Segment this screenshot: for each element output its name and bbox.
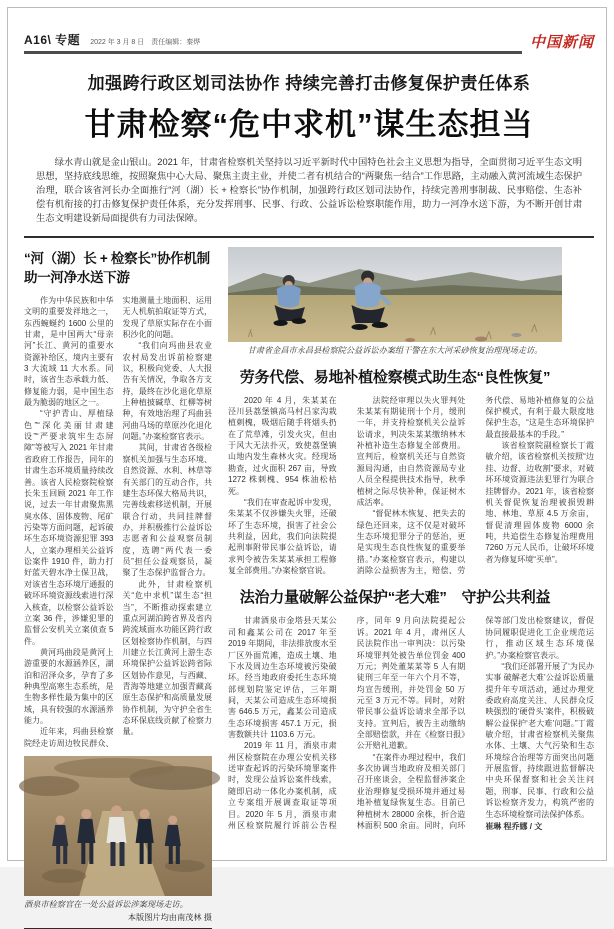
paragraph: 该省检察院副检察长丁霞敏介绍，该省检察机关按照“边挂、边督、边收割”要求，对破坏环境资源违法犯罪行为联合挂牌督办。2021 年，该省检察机关督促恢复治理被损毁耕地、林地、草原 4.5 万余亩，督促清理固体废物 6000 余吨，共追偿生态修复治理费用 7260 万元人民币，让破坏环境者为修复环境“买单”。 bbox=[485, 441, 594, 564]
article-river-chief bbox=[24, 247, 212, 929]
paragraph: “我们在审查起诉中发现，朱某某不仅涉嫌失火罪，还破坏了生态环境，损害了社会公共利益，因此，我们向法院提起刑事附带民事公益诉讼，请求判令被告朱某某承担工程修复全部费用。”办案检察官说。 bbox=[228, 497, 337, 576]
lead-paragraph: 绿水青山就是金山银山。2021 年，甘肃省检察机关坚持以习近平新时代中国特色社会主义思想为指导，全面贯彻习近平生态文明思想，坚持底线思维，按照聚焦中心大局、聚焦主责主业，并使二者有机结合的“两聚焦一结合”工作思路，主动融入黄河流域生态保护治理，联合该省河长办全面推行“河（湖）长 + 检察长”协作机制，加强跨行政区划司法协作，持续完善刑事制裁、民事赔偿、生态补偿有机衔接的打击修复保护责任体系，充分发挥刑事、民事、行政、公益诉讼检察职能作用，助力一河净水送下游，为不断开创甘肃生态文明建设新局面提供有力司法保障。 bbox=[36, 157, 582, 223]
paragraph: “我们向玛曲县农业农村局发出诉前检察建议，积极向党委、人大报告有关情况，争取各方支持，最终在沙化退化草原上种植披碱草、红柳等树种，有效地治理了玛曲县河曲马场的草原沙化退化问题。”办案检察官表示。 bbox=[122, 341, 212, 442]
paragraph: 法院经审理以失火罪判处朱某某有期徒刑十个月，缓刑一年，并支持检察机关公益诉讼请求，判决朱某某缴纳林木补植补造生态修复全部费用。宣判后，检察机关还与自然资源局沟通，由自然资源局专业人员全程提供技术指导，秋季植树之际尽快补种，保证树木成活率。 bbox=[356, 395, 466, 507]
paragraph: 此外，甘肃检察机关“危中求机”谋生态“担当”，不断推动探索建立重点河湖泊跨省界及省内跨流域面水功能区跨行政区划检察协作机制，与四川建立长江黄河上游生态环境保护公益诉讼跨省际区划协作意见，与西藏、青海等地建立加强青藏高原生态保护和高质量发展协作机制，为守护全省生态环保底线贡献了检察力量。 bbox=[122, 579, 212, 737]
paragraph: “督促林木恢复、把失去的绿色还回来，这不仅是对破坏生态环境犯罪分子的惩治，更是实现生态良性恢复的重要举措。”办案检察官表示，构建以消除公益损害为主，赔偿、劳务代偿、易地补植修复的公益保护模式，有利于最大限度地保护生态，“这是生态环境保护最直接最基本的手段。” bbox=[356, 395, 594, 576]
paragraph: 其间，甘肃省各级检察机关加强与生态环境、自然资源、水利、林草等有关部门的互动合作，共建生态环保大格局共识，完善线索移送机制，开展联合行动，共同挂牌督办，并积极推行公益诉讼志愿者和公益观察员制度，选聘“两代表一委员”担任公益观察员，凝聚了生态保护监督合力。 bbox=[122, 443, 212, 578]
photo-prosecutors-field-image bbox=[228, 247, 562, 342]
photo-credit: 本版图片均由南茂林 摄 bbox=[127, 913, 212, 923]
main-headline: 甘肃检察“危中求机”谋生态担当 bbox=[84, 107, 534, 142]
article3-body bbox=[228, 615, 594, 832]
masthead-rule bbox=[24, 31, 522, 54]
paragraph: “我们还部署开展了‘为民办实事 破解老大难’公益诉讼质量提升年专项活动，通过办理党委政府高度关注、人民群众反映强烈的‘硬骨头’案件，积极破解公益保护‘老大难’问题。”丁霞敏介绍，甘肃省检察机关聚焦水体、土壤、大气污染和生态环境综合治理等方面突出问题开展监督，持续跟进监督解决中央环保督察和社会关注问题，刑事、民事、行政和公益诉讼检察齐发力，构筑严密的生态环境检察司法保护体系。 bbox=[485, 661, 594, 819]
date-editor: 2022 年 3 月 8 日 责任编辑：秦烨 bbox=[90, 39, 201, 46]
article2-body bbox=[228, 395, 594, 577]
article1-body bbox=[24, 295, 212, 749]
photo-prosecutors-walking-image bbox=[24, 756, 212, 896]
edition-label: A16\ 专题 bbox=[24, 33, 81, 47]
photo-prosecutors-walking bbox=[24, 756, 212, 896]
paragraph: 近年来，玛曲县检察院经走访周边牧民群众、实地测量土地面积、运用无人机航拍取证等方式，发现了草原实际存在小面积沙化的问题。 bbox=[24, 295, 212, 748]
paragraph: 甘肃酒泉市金塔县天某公司和鑫某公司在 2017 年至 2019 年期间，非法排放废水至厂区外面荒滩，造成土壤、地下水及周边生态环境被污染破坏。经当地政府委托生态环境部规划院鉴定评估，三年期间，天某公司造成生态环境损害 646.5 万元，鑫某公司造成生态环境损害 457.1 万元，损害数额共计 1103.6 万元。 bbox=[228, 616, 337, 740]
article1-headline bbox=[24, 249, 212, 288]
photo-prosecutors-field bbox=[228, 247, 562, 342]
masthead-logo: 中国新闻 bbox=[530, 35, 595, 51]
article1-headline-line2: 助一河净水送下游 bbox=[24, 270, 130, 286]
paragraph: “在案件办理过程中，我们多次协调当地政府及相关部门召开座谈会，全程监督涉案企业治理修复受损环境并通过易地补植复绿恢复生态。目前已种植树木 28000 余株，折合造林面积 500 余亩。同时，向环保等部门发出检察建议，督促协同履职促进化工企业规范运行，推动区域生态环境保护。”办案检察官表示。 bbox=[356, 616, 594, 830]
paragraph: 黄河玛曲段是黄河上游重要的水源涵养区，湖泊和沼泽众多，孕育了多种典型高寒生态系统，是生物多样性最为集中的区域，具有较强的水源涵养能力。 bbox=[24, 647, 114, 726]
masthead bbox=[24, 31, 594, 54]
article2-headline: 劳务代偿、易地补植检察模式助生态“良性恢复” bbox=[239, 368, 551, 386]
right-region bbox=[228, 247, 594, 929]
article1-headline-line1: “河（湖）长 + 检察长”协作机制 bbox=[24, 250, 210, 266]
paragraph: 作为中华民族和中华文明的重要发祥地之一，东西蜿蜒约 1600 公里的甘肃，是中国两大“母亲河”长江、黄河的重要水资源补给区，境内主要有 3 大流域 11 大水系。同时，该省生态承载力低、修复能力弱，是中国生态最为脆弱的地区之一。 bbox=[24, 295, 114, 408]
paragraph: “守护青山、厚植绿色”“深化美丽甘肃建设”“严要求筑牢生态屏障”等被写入 2021 年甘肃省政府工作报告，同年的甘肃生态环境质量持续改善。该省人民检察院检察长朱玉回顾 2021 年工作说，过去一年甘肃聚焦黑臭水体、固体废物、尾矿污染等方面问题，起诉破坏生态环境资源犯罪 393 人，立案办理相关公益诉讼案件 1910 件，助力打好蓝天碧水净土保卫战，对该省生态环境厅通报的破坏环境资源线索进行深入核查，以检察公益诉讼立案 36 件，涉嫌犯罪的监督公安机关立案侦查 5 件。 bbox=[24, 409, 114, 646]
article3-headline: 法治力量破解公益保护“老大难” 守护公共利益 bbox=[239, 589, 551, 607]
kicker-headline: 加强跨行政区划司法协作 持续完善打击修复保护责任体系 bbox=[87, 74, 531, 93]
photo-caption: 酒泉市检察官在一处公益诉讼涉案现场走访。 bbox=[24, 900, 188, 910]
paragraph: 2019 年 11 月，酒泉市肃州区检察院在办理公安机关移送审查起诉的污染环境罪案件时，发现公益诉讼案件线索，随即启动一体化办案机制，成立专案组开展调查取证等项目。2020 年 5 月，酒泉市肃州区检察院履行诉前公告程序，同年 9 月向法院提起公诉。2021 年 4 月，肃州区人民法院作出一审判决：以污染环境罪判处被告单位罚金 400 万元；判处董某某等 5 人有期徒刑三年至一年六个月不等，均宣告缓刑，并处罚金 50 万元至 3 万元不等。同时，对附带民事公益诉讼请求全部予以支持。宣判后，被告主动缴纳全部赔偿款，并在《检察日报》公开赔礼道歉。 bbox=[228, 616, 466, 830]
divider-rule bbox=[24, 236, 594, 238]
photo-top-caption: 甘肃省金昌市永昌县检察院公益诉讼办案组干警在东大河采砂恢复治理现场走访。 bbox=[247, 345, 543, 355]
byline: 崔琳 程乔娜 / 文 bbox=[485, 821, 543, 831]
paragraph: 2020 年 4 月，朱某某在泾川县荔堡镇高马村吕家沟栽植刺槐，吸烟后随手将烟头扔在了荒草滩，引发火灾，但由于风大无法扑灭，致使荔堡镇山地内发生森林火灾。经现场勘查，过火面积 267 亩，导致 1272 株刺槐、954 株油松枯死。 bbox=[228, 395, 337, 496]
